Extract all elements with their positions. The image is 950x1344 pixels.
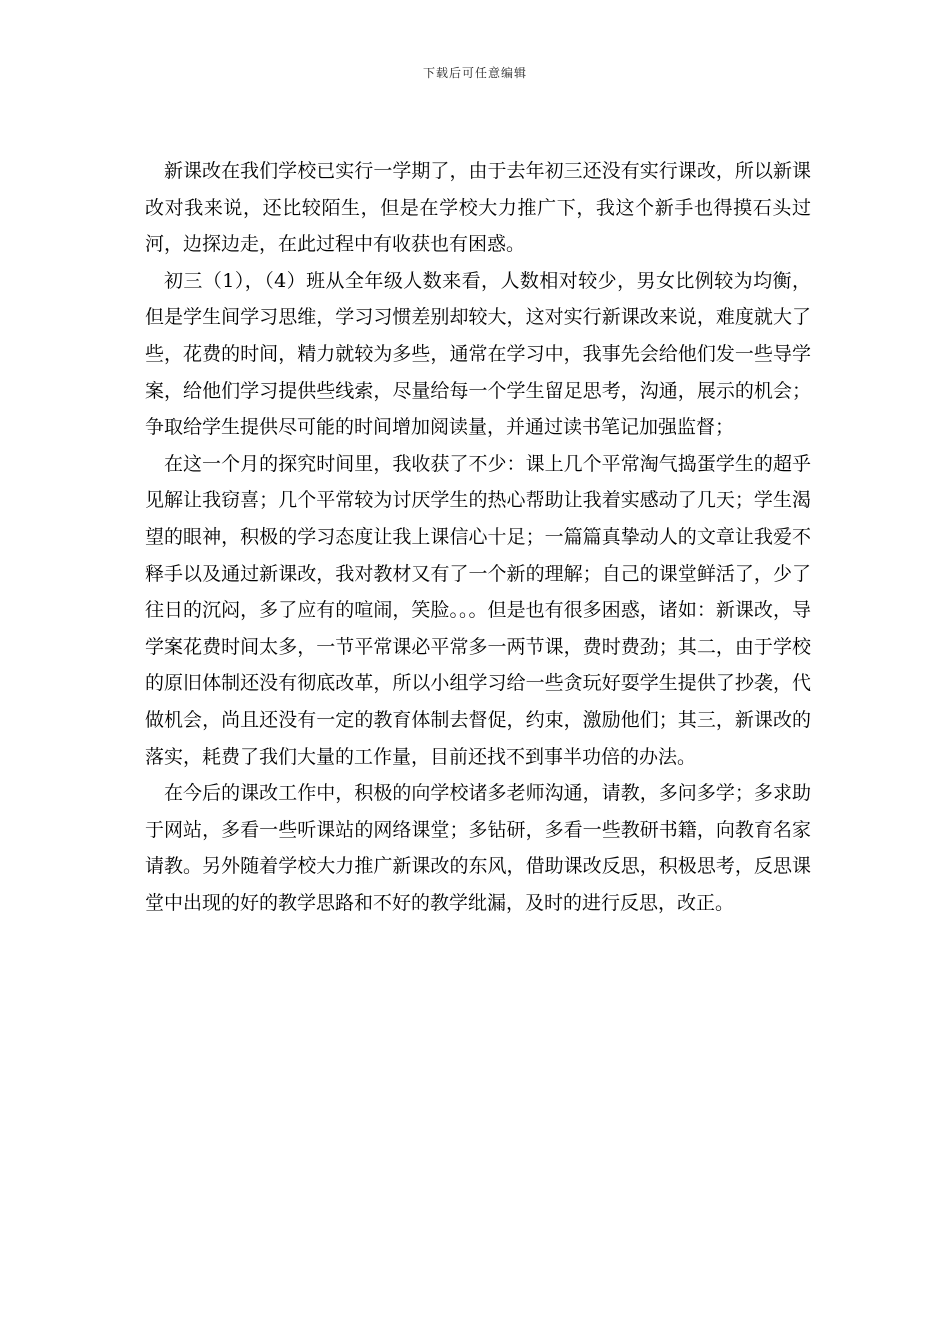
page-header: 下载后可任意编辑 [422, 66, 527, 80]
paragraph-2: 初三（1），（4）班从全年级人数来看，人数相对较少，男女比例较为均衡，但是学生间学习思维，学习习惯差别却较大，这对实行新课改来说，难度就大了些，花费的时间，精力就较为多些，通常在学习中，我事先会给他们发一些导学案，给他们学习提供些线索，尽量给每一个学生留足思考，沟通，展示的机会；争取给学生提供尽可能的时间增加阅读量，并通过读书笔记加强监督； [145, 269, 811, 439]
paragraph-4: 在今后的课改工作中，积极的向学校诸多老师沟通，请教，多问多学；多求助于网站，多看一些听课站的网络课堂；多钻研，多看一些教研书籍，向教育名家请教。另外随着学校大力推广新课改的东风，借助课改反思，积极思考，反思课堂中出现的好的教学思路和不好的教学纰漏，及时的进行反思，改正。 [145, 782, 811, 914]
document-body [145, 153, 811, 921]
paragraph-1: 新课改在我们学校已实行一学期了，由于去年初三还没有实行课改，所以新课改对我来说，还比较陌生，但是在学校大力推广下，我这个新手也得摸石头过河，边探边走，在此过程中有收获也有困惑。 [145, 160, 811, 256]
paragraph-3: 在这一个月的探究时间里，我收获了不少：课上几个平常淘气捣蛋学生的超乎见解让我窃喜；几个平常较为讨厌学生的热心帮助让我着实感动了几天；学生渴望的眼神，积极的学习态度让我上课信心十足；一篇篇真挚动人的文章让我爱不释手以及通过新课改，我对教材又有了一个新的理解；自己的课堂鲜活了，少了往日的沉闷，多了应有的喧闹，笑脸。。。但是也有很多困惑，诸如：新课改，导学案花费时间太多，一节平常课必平常多一两节课，费时费劲；其二，由于学校的原旧体制还没有彻底改革，所以小组学习给一些贪玩好耍学生提供了抄袭，代做机会，尚且还没有一定的教育体制去督促，约束，激励他们；其三，新课改的落实，耗费了我们大量的工作量，目前还找不到事半功倍的办法。 [145, 452, 811, 768]
